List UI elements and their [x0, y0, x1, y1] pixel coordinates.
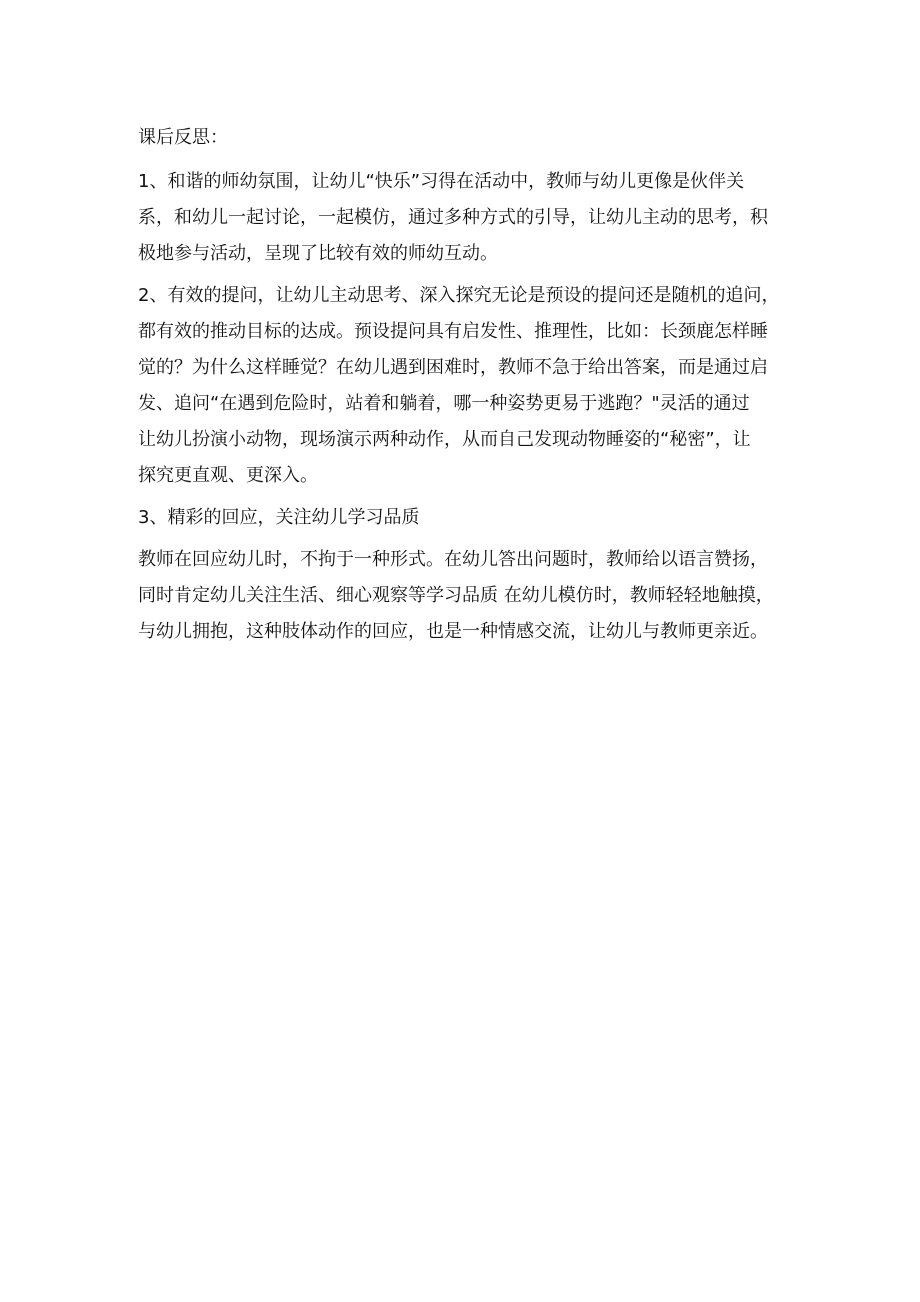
- paragraph-1-line-3: 极地参与活动，呈现了比较有效的师幼互动。: [138, 243, 498, 264]
- paragraph-2-line-3: 觉的？为什么这样睡觉？在幼儿遇到困难时，教师不急于给出答案，而是通过启: [138, 357, 768, 378]
- paragraph-2: [138, 278, 788, 494]
- paragraph-1: [138, 164, 788, 272]
- document-page: [138, 120, 788, 656]
- paragraph-3-title: 3、精彩的回应，关注幼儿学习品质: [138, 507, 420, 528]
- paragraph-2-line-2: 都有效的推动目标的达成。预设提问具有启发性、推理性，比如：长颈鹿怎样睡: [138, 321, 768, 342]
- paragraph-1-line-1: 1、和谐的师幼氛围，让幼儿“快乐”习得在活动中，教师与幼儿更像是伙伴关: [138, 171, 745, 192]
- paragraph-3-line-1: 教师在回应幼儿时，不拘于一种形式。在幼儿答出问题时，教师给以语言赞扬，: [138, 549, 768, 570]
- paragraph-3: [138, 542, 788, 650]
- paragraph-2-line-6: 探究更直观、更深入。: [138, 465, 318, 486]
- reflection-heading: 课后反思：: [138, 127, 228, 148]
- paragraph-2-line-1: 2、有效的提问，让幼儿主动思考、深入探究无论是预设的提问还是随机的追问，: [138, 285, 780, 306]
- paragraph-1-line-2: 系，和幼儿一起讨论，一起模仿，通过多种方式的引导，让幼儿主动的思考，积: [138, 207, 768, 228]
- paragraph-2-line-5: 让幼儿扮演小动物，现场演示两种动作，从而自己发现动物睡姿的“秘密”，让: [138, 429, 751, 450]
- paragraph-3-heading: [138, 500, 788, 536]
- paragraph-2-line-4: 发、追问“在遇到危险时，站着和躺着，哪一种姿势更易于逃跑？"灵活的通过: [138, 393, 750, 414]
- paragraph-3-line-3: 与幼儿拥抱，这种肢体动作的回应，也是一种情感交流，让幼儿与教师更亲近。: [138, 621, 768, 642]
- paragraph-3-line-2: 同时肯定幼儿关注生活、细心观察等学习品质 在幼儿模仿时，教师轻轻地触摸，: [138, 585, 774, 606]
